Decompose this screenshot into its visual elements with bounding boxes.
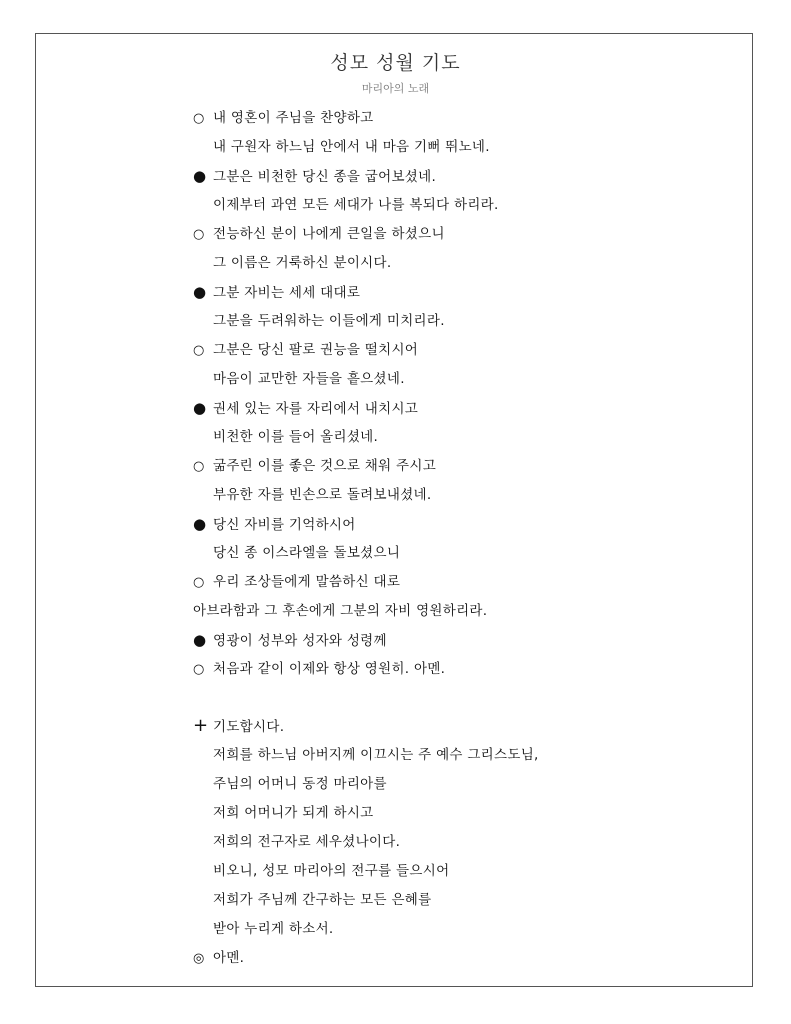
filled-circle-icon: ● xyxy=(193,399,207,417)
prayer-line xyxy=(213,544,400,562)
prayer-line xyxy=(213,804,374,822)
line-text: 처음과 같이 이제와 항상 영원히. 아멘. xyxy=(213,661,446,677)
line-text: 내 구원자 하느님 안에서 내 마음 기뻐 뛰노네. xyxy=(213,139,490,155)
line-text: 그분을 두려워하는 이들에게 미치리라. xyxy=(213,313,445,329)
line-text: 전능하신 분이 나에게 큰일을 하셨으니 xyxy=(213,226,445,242)
line-text: 부유한 자를 빈손으로 돌려보내셨네. xyxy=(213,487,432,503)
filled-circle-icon: ● xyxy=(193,283,207,301)
prayer-line xyxy=(213,486,431,504)
filled-circle-icon: ● xyxy=(193,515,207,533)
line-text: 저희를 하느님 아버지께 이끄시는 주 예수 그리스도님, xyxy=(213,747,539,763)
prayer-line xyxy=(193,283,360,302)
page-title: 성모 성월 기도 xyxy=(330,52,461,74)
prayer-line xyxy=(213,254,391,272)
prayer-line xyxy=(213,833,400,851)
line-text: 주님의 어머니 동정 마리아를 xyxy=(213,776,387,792)
line-text: 저희 어머니가 되게 하시고 xyxy=(213,805,374,821)
page-subtitle: 마리아의 노래 xyxy=(361,82,430,95)
prayer-line xyxy=(193,225,445,244)
prayer-line xyxy=(213,746,539,764)
hollow-circle-icon: ○ xyxy=(193,343,205,358)
prayer-line xyxy=(213,428,378,446)
line-text: 받아 누리게 하소서. xyxy=(213,921,334,937)
line-text: 비천한 이를 들어 올리셨네. xyxy=(213,429,379,445)
filled-circle-icon: ● xyxy=(193,167,207,185)
line-text: 권세 있는 자를 자리에서 내치시고 xyxy=(213,401,419,417)
line-text: 저희가 주님께 간구하는 모든 은혜를 xyxy=(213,892,432,908)
prayer-line xyxy=(193,602,487,620)
cross-icon: + xyxy=(193,715,209,736)
line-text: 그분 자비는 세세 대대로 xyxy=(213,285,361,301)
hollow-circle-icon: ○ xyxy=(193,575,205,590)
prayer-line xyxy=(193,717,284,736)
hollow-circle-icon: ○ xyxy=(193,662,205,677)
double-circle-icon: ◎ xyxy=(193,951,205,966)
line-text: 당신 종 이스라엘을 돌보셨으니 xyxy=(213,545,401,561)
line-text: 아브라함과 그 후손에게 그분의 자비 영원하리라. xyxy=(193,603,488,619)
prayer-line xyxy=(213,196,499,214)
prayer-line xyxy=(213,775,387,793)
hollow-circle-icon: ○ xyxy=(193,111,205,126)
line-text: 그 이름은 거룩하신 분이시다. xyxy=(213,255,392,271)
line-text: 당신 자비를 기억하시어 xyxy=(213,517,356,533)
prayer-line xyxy=(193,631,387,650)
prayer-line xyxy=(213,312,445,330)
prayer-line xyxy=(193,457,436,476)
prayer-line xyxy=(193,109,374,128)
prayer-line xyxy=(193,660,445,679)
prayer-line xyxy=(193,399,418,418)
hollow-circle-icon: ○ xyxy=(193,227,205,242)
line-text: 아멘. xyxy=(213,950,245,966)
line-text: 내 영혼이 주님을 찬양하고 xyxy=(213,110,374,126)
line-text: 그분은 당신 팔로 권능을 떨치시어 xyxy=(213,342,419,358)
line-text: 마음이 교만한 자들을 흩으셨네. xyxy=(213,371,405,387)
line-text: 기도합시다. xyxy=(213,719,285,735)
prayer-line xyxy=(213,862,449,880)
prayer-line xyxy=(213,891,431,909)
prayer-line xyxy=(193,515,356,534)
prayer-line xyxy=(193,341,418,360)
prayer-line xyxy=(213,920,334,938)
prayer-line xyxy=(193,573,400,592)
hollow-circle-icon: ○ xyxy=(193,459,205,474)
line-text: 영광이 성부와 성자와 성령께 xyxy=(213,633,387,649)
prayer-line xyxy=(193,949,244,968)
line-text: 비오니, 성모 마리아의 전구를 들으시어 xyxy=(213,863,450,879)
line-text: 굶주린 이를 좋은 것으로 채워 주시고 xyxy=(213,458,437,474)
line-text: 저희의 전구자로 세우셨나이다. xyxy=(213,834,401,850)
prayer-line xyxy=(213,138,490,156)
filled-circle-icon: ● xyxy=(193,631,207,649)
line-text: 이제부터 과연 모든 세대가 나를 복되다 하리라. xyxy=(213,197,499,213)
prayer-line xyxy=(213,370,405,388)
line-text: 그분은 비천한 당신 종을 굽어보셨네. xyxy=(213,169,437,185)
line-text: 우리 조상들에게 말씀하신 대로 xyxy=(213,574,401,590)
prayer-line xyxy=(193,167,436,186)
